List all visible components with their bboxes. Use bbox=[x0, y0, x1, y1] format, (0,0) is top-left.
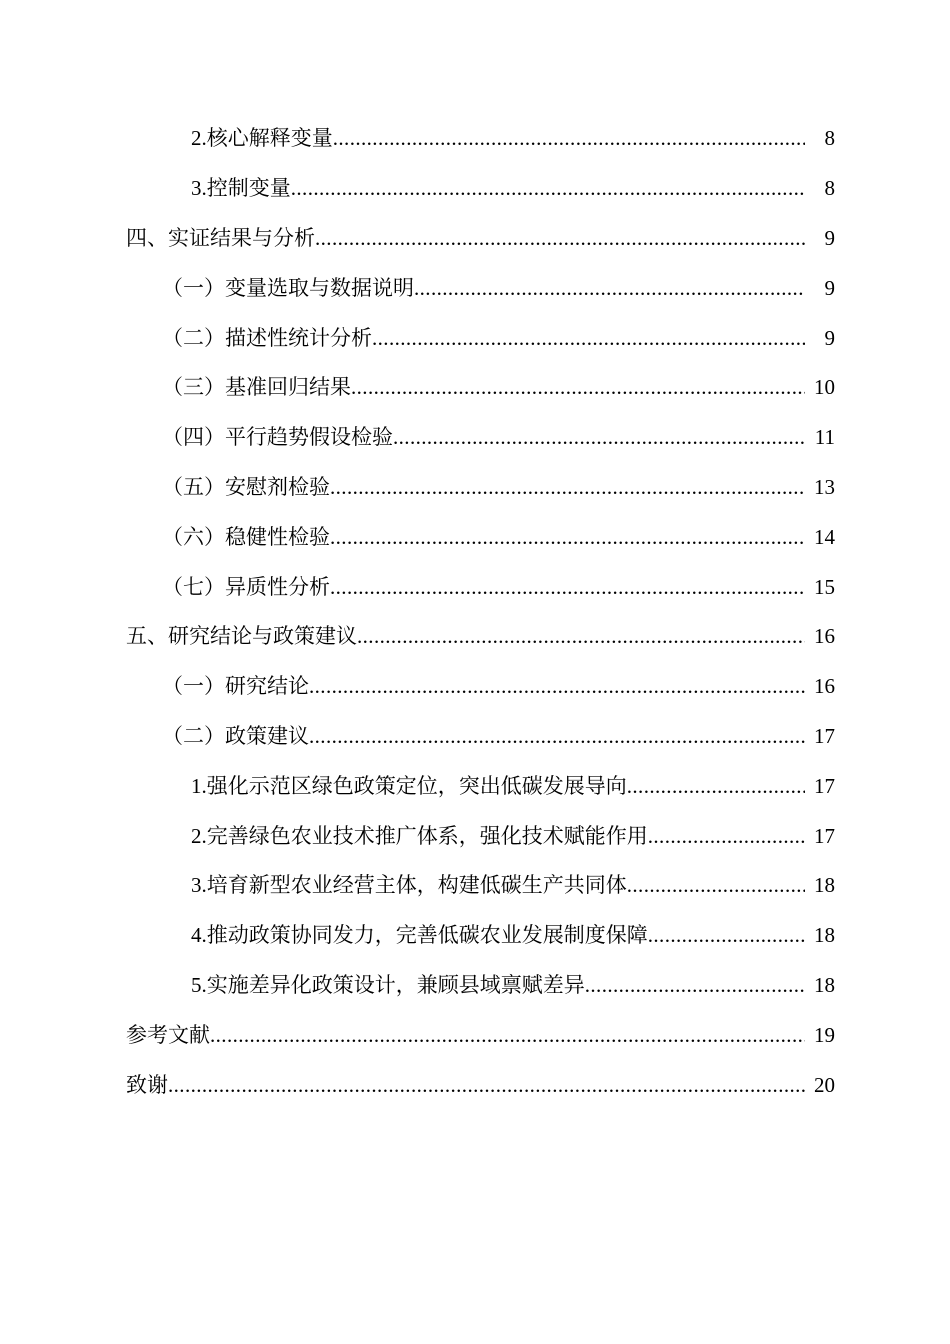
toc-page-number: 18 bbox=[814, 923, 835, 948]
toc-entry-variable-selection[interactable] bbox=[0, 263, 950, 313]
toc-entry-policy-4[interactable] bbox=[0, 911, 950, 961]
toc-page-number: 10 bbox=[814, 375, 835, 400]
toc-entry-title: （六）稳健性检验 bbox=[162, 524, 330, 549]
toc-entry-acknowledgements[interactable] bbox=[0, 1060, 950, 1110]
toc-dot-leader bbox=[648, 826, 805, 847]
toc-entry-control-variables[interactable] bbox=[0, 164, 950, 214]
toc-dot-leader bbox=[168, 1075, 805, 1096]
toc-entry-conclusions-and-policy[interactable] bbox=[0, 612, 950, 662]
toc-page-number: 17 bbox=[814, 723, 835, 748]
toc-entry-title: （三）基准回归结果 bbox=[162, 375, 351, 400]
toc-page-number: 16 bbox=[814, 674, 835, 699]
toc-dot-leader bbox=[315, 228, 805, 249]
toc-entry-title: （二）描述性统计分析 bbox=[162, 325, 372, 350]
toc-dot-leader bbox=[627, 875, 805, 896]
toc-page-number: 11 bbox=[814, 425, 835, 450]
toc-page-number: 17 bbox=[814, 823, 835, 848]
toc-entry-title: （四）平行趋势假设检验 bbox=[162, 425, 393, 450]
toc-entry-descriptive-statistics[interactable] bbox=[0, 313, 950, 363]
toc-dot-leader bbox=[372, 328, 805, 349]
toc-page-number: 8 bbox=[824, 126, 835, 151]
toc-entry-title: 4.推动政策协同发力，完善低碳农业发展制度保障 bbox=[191, 923, 648, 948]
toc-entry-parallel-trend-test[interactable] bbox=[0, 413, 950, 463]
toc-entry-policy-suggestions[interactable] bbox=[0, 712, 950, 762]
toc-entry-placebo-test[interactable] bbox=[0, 463, 950, 513]
toc-entry-title: 五、研究结论与政策建议 bbox=[126, 624, 357, 649]
toc-entry-references[interactable] bbox=[0, 1010, 950, 1060]
table-of-contents bbox=[0, 114, 950, 1110]
toc-dot-leader bbox=[351, 377, 805, 398]
toc-dot-leader bbox=[309, 676, 805, 697]
toc-entry-baseline-regression[interactable] bbox=[0, 363, 950, 413]
toc-dot-leader bbox=[648, 925, 805, 946]
toc-entry-policy-5[interactable] bbox=[0, 961, 950, 1011]
toc-page-number: 9 bbox=[824, 275, 835, 300]
toc-entry-title: 2.核心解释变量 bbox=[191, 126, 333, 151]
toc-dot-leader bbox=[585, 975, 805, 996]
toc-dot-leader bbox=[393, 427, 805, 448]
toc-page-number: 9 bbox=[824, 225, 835, 250]
toc-page-number: 20 bbox=[814, 1072, 835, 1097]
toc-dot-leader bbox=[330, 577, 805, 598]
toc-page-number: 8 bbox=[824, 176, 835, 201]
toc-dot-leader bbox=[210, 1025, 805, 1046]
toc-dot-leader bbox=[330, 477, 805, 498]
toc-dot-leader bbox=[357, 626, 805, 647]
toc-entry-title: 3.控制变量 bbox=[191, 176, 291, 201]
toc-dot-leader bbox=[333, 128, 805, 149]
toc-entry-title: 3.培育新型农业经营主体，构建低碳生产共同体 bbox=[191, 873, 627, 898]
toc-page-number: 17 bbox=[814, 773, 835, 798]
toc-entry-title: （七）异质性分析 bbox=[162, 574, 330, 599]
toc-page-number: 19 bbox=[814, 1022, 835, 1047]
toc-entry-title: （一）研究结论 bbox=[162, 674, 309, 699]
toc-entry-title: 2.完善绿色农业技术推广体系，强化技术赋能作用 bbox=[191, 823, 648, 848]
toc-entry-title: （一）变量选取与数据说明 bbox=[162, 275, 414, 300]
toc-entry-core-explanatory-variable[interactable] bbox=[0, 114, 950, 164]
toc-entry-title: 四、实证结果与分析 bbox=[126, 225, 315, 250]
toc-entry-policy-3[interactable] bbox=[0, 861, 950, 911]
toc-entry-title: （五）安慰剂检验 bbox=[162, 474, 330, 499]
toc-dot-leader bbox=[414, 278, 805, 299]
toc-entry-title: 5.实施差异化政策设计，兼顾县域禀赋差异 bbox=[191, 972, 585, 997]
toc-page-number: 14 bbox=[814, 524, 835, 549]
toc-dot-leader bbox=[309, 726, 805, 747]
toc-entry-title: 1.强化示范区绿色政策定位，突出低碳发展导向 bbox=[191, 773, 627, 798]
toc-entry-robustness-test[interactable] bbox=[0, 512, 950, 562]
toc-entry-research-conclusions[interactable] bbox=[0, 662, 950, 712]
toc-entry-empirical-results[interactable] bbox=[0, 214, 950, 264]
toc-entry-title: 参考文献 bbox=[126, 1022, 210, 1047]
toc-page-number: 18 bbox=[814, 972, 835, 997]
toc-page-number: 9 bbox=[824, 325, 835, 350]
toc-page-number: 16 bbox=[814, 624, 835, 649]
toc-dot-leader bbox=[627, 776, 805, 797]
toc-entry-heterogeneity-analysis[interactable] bbox=[0, 562, 950, 612]
toc-dot-leader bbox=[330, 527, 805, 548]
toc-page-number: 13 bbox=[814, 474, 835, 499]
toc-entry-policy-1[interactable] bbox=[0, 761, 950, 811]
toc-entry-title: （二）政策建议 bbox=[162, 723, 309, 748]
toc-page-number: 15 bbox=[814, 574, 835, 599]
toc-entry-policy-2[interactable] bbox=[0, 811, 950, 861]
toc-entry-title: 致谢 bbox=[126, 1072, 168, 1097]
toc-page-number: 18 bbox=[814, 873, 835, 898]
toc-dot-leader bbox=[291, 178, 805, 199]
